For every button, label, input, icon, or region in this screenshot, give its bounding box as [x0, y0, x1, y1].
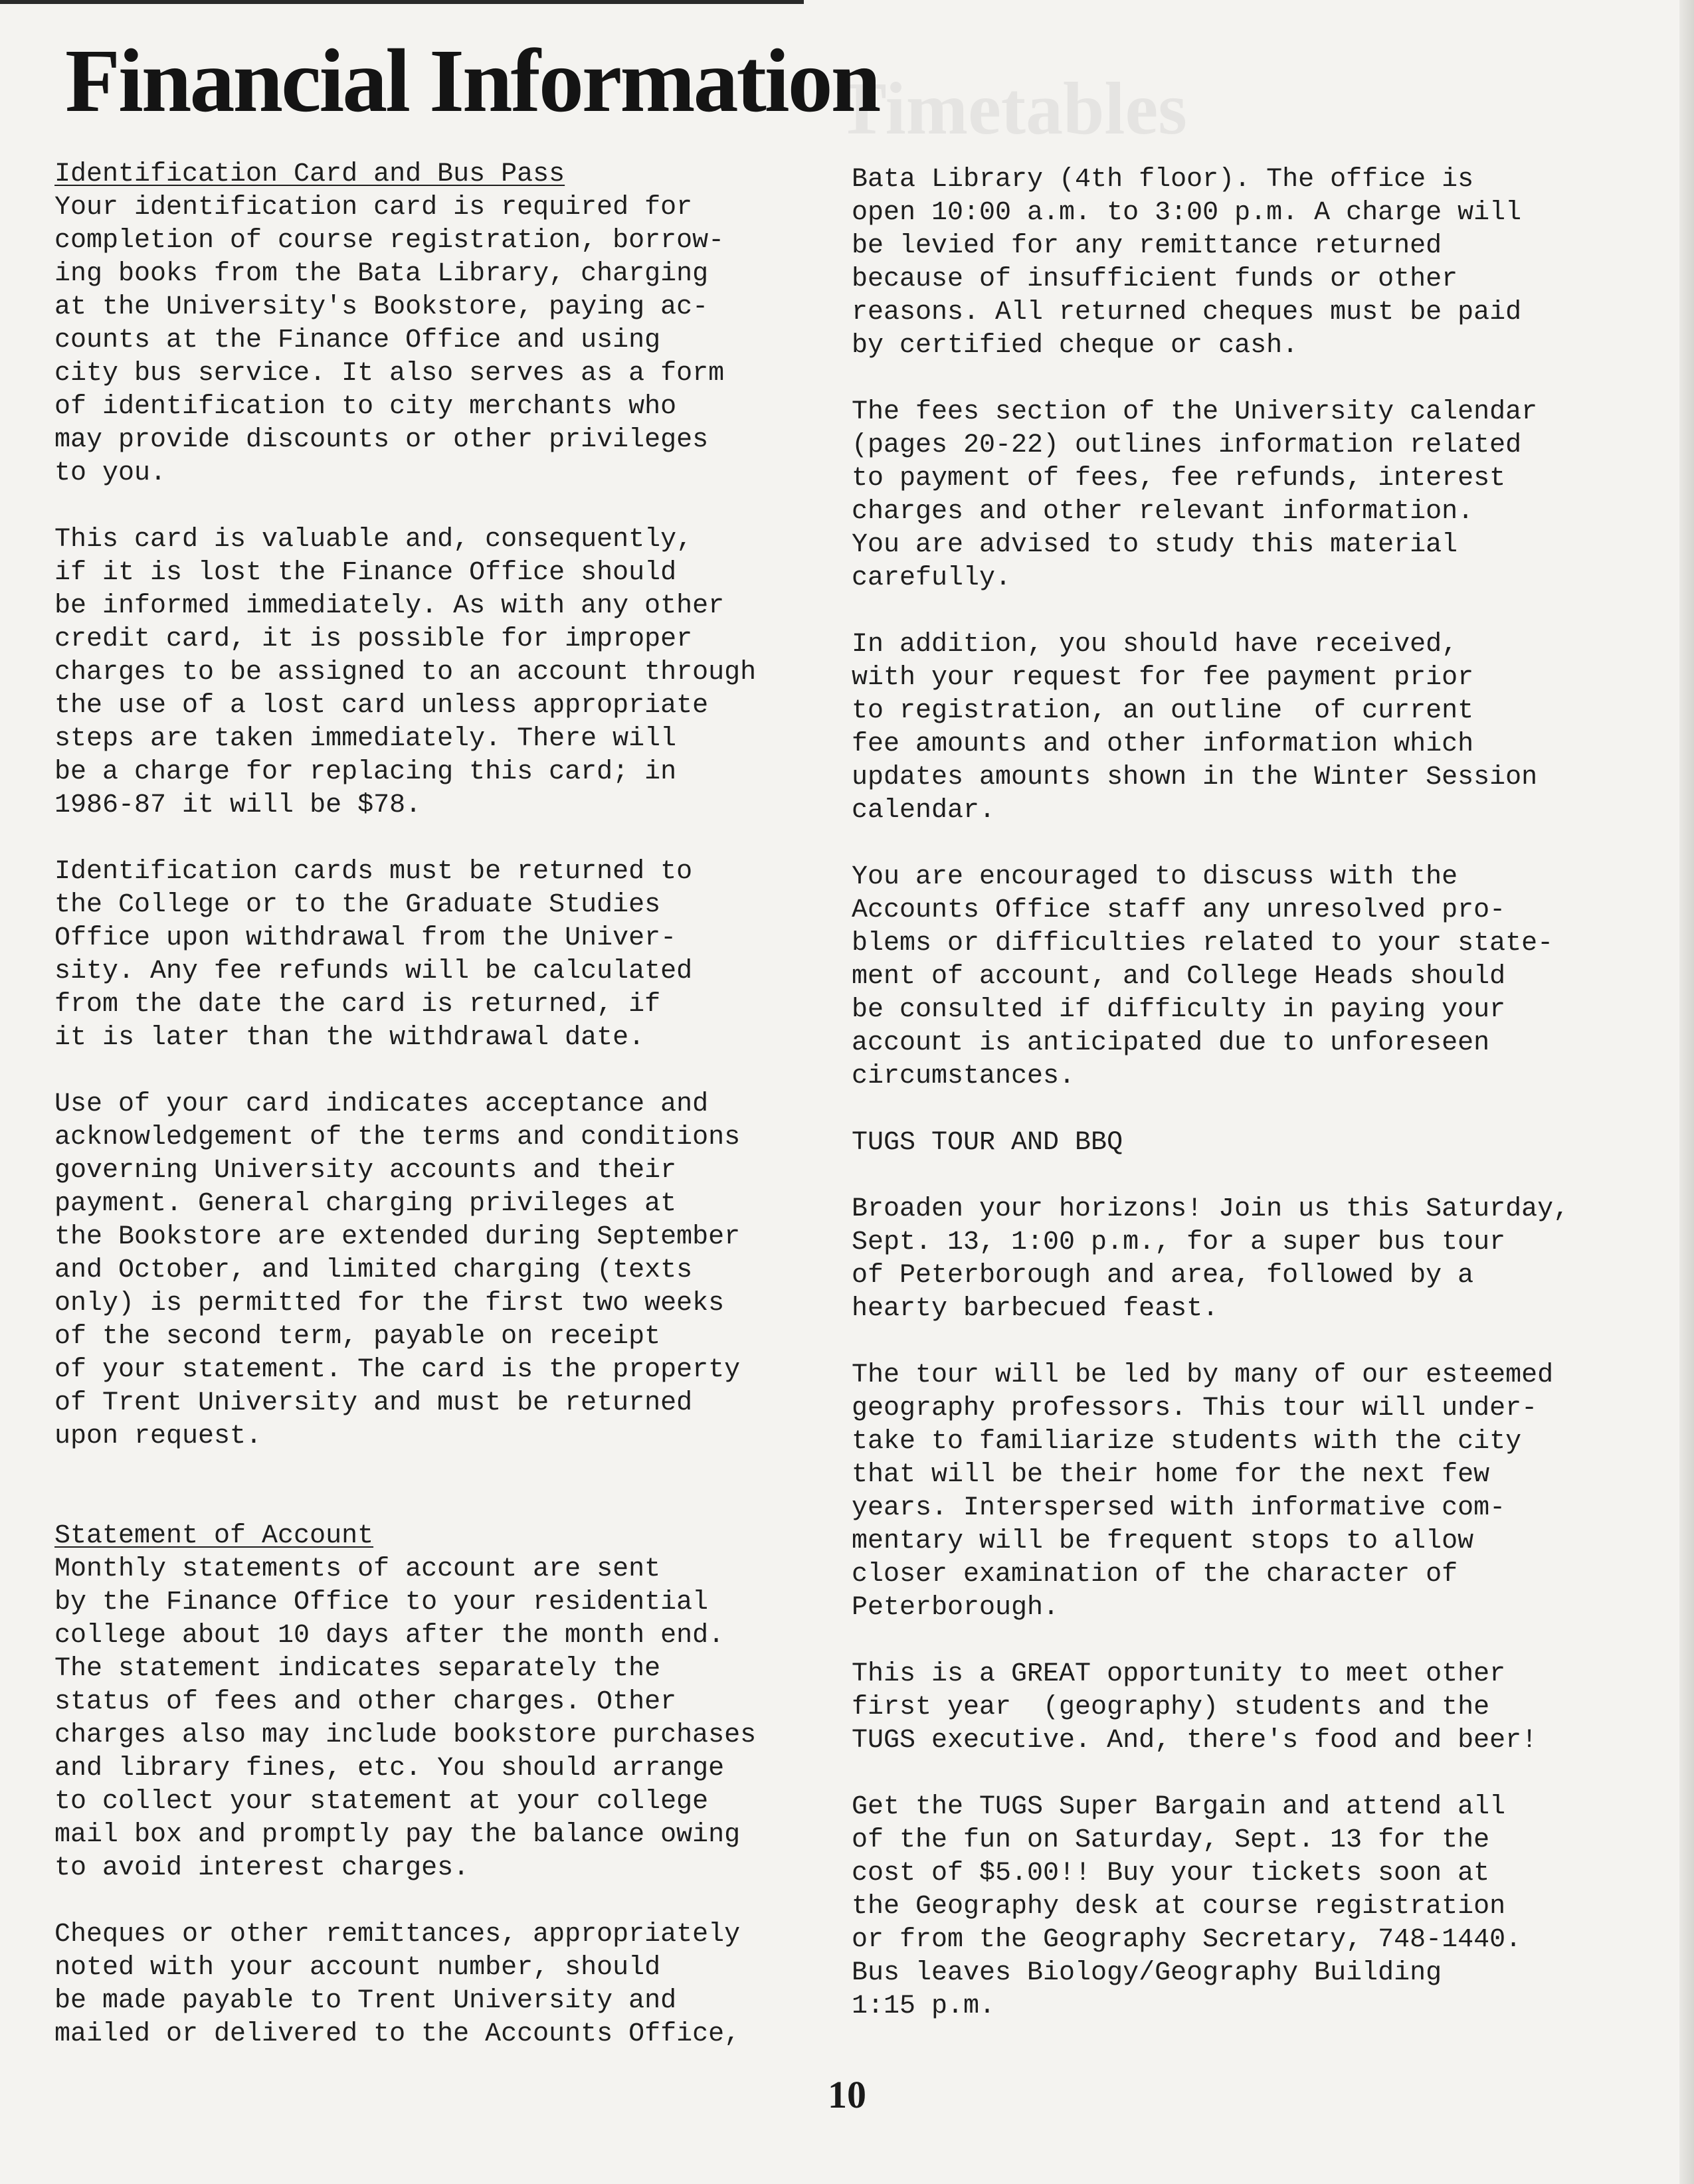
- statement-paragraph-1: Monthly statements of account are sent by the Finance Office to your residential college about 10 days after the month end. The statement indicates separately the status of fees and other charges. Other charges also may include bookstore purchases and library fines, etc. You should arrange to collect your statement at your college mail box and promptly pay the balance owing to avoid interest charges.: [54, 1554, 757, 1883]
- accounts-paragraph-4: You are encouraged to discuss with the Accounts Office staff any unresolved pro- blems or difficulties related to your state- ment of account, and College Heads should be consulted if difficulty in paying your account is anticipated due to unforeseen circumstances.: [852, 862, 1554, 1091]
- accounts-paragraph-1: Bata Library (4th floor). The office is open 10:00 a.m. to 3:00 p.m. A charge will be levied for any remittance returned because of insufficient funds or other reasons. All returned cheques must be paid by certified cheque or cash.: [852, 165, 1522, 361]
- statement-paragraph-2: Cheques or other remittances, appropriately noted with your account number, should be made payable to Trent University and mailed or delivered to the Accounts Office,: [54, 1920, 741, 2049]
- tugs-section: [852, 1127, 1636, 2023]
- page-title: Financial Information: [65, 31, 880, 131]
- id-card-paragraph-3: Identification cards must be returned to the College or to the Graduate Studies Office upon withdrawal from the Univer- sity. Any fee refunds will be calculated from the date the card is returned, if it is later than the withdrawal date.: [54, 857, 693, 1053]
- statement-heading: Statement of Account: [54, 1521, 374, 1551]
- bleed-through-text: Timetables: [837, 68, 1187, 150]
- page-number: 10: [828, 2073, 866, 2116]
- id-card-heading: Identification Card and Bus Pass: [54, 159, 565, 189]
- accounts-paragraph-2: The fees section of the University calendar (pages 20-22) outlines information related to payment of fees, fee refunds, interest charges and other relevant information. You are advised to study this material carefully.: [852, 397, 1538, 593]
- id-card-paragraph-1: Your identification card is required for completion of course registration, borrow- ing books from the Bata Library, charging at the University's Bookstore, paying ac- counts at the Finance Office and using city bus service. It also serves as a form of identification to city merchants who may provide discounts or other privileges to you.: [54, 193, 725, 488]
- id-card-paragraph-2: This card is valuable and, consequently, if it is lost the Finance Office should be informed immediately. As with any other credit card, it is possible for improper charges to be assigned to an account through the use of a lost card unless appropriate steps are taken immediately. There will be a charge for replacing this card; in 1986-87 it will be $78.: [54, 525, 757, 820]
- left-column: [54, 158, 812, 2051]
- tugs-heading: TUGS TOUR AND BBQ: [852, 1128, 1123, 1158]
- statement-section: [54, 1520, 812, 2051]
- id-card-paragraph-4: Use of your card indicates acceptance and acknowledgement of the terms and conditions governing University accounts and their payment. General charging privileges at the Bookstore are extended during September and October, and limited charging (texts only) is permitted for the first two weeks of the second term, payable on receipt of your statement. The card is the property of Trent University and must be returned upon request.: [54, 1089, 741, 1451]
- accounts-paragraph-3: In addition, you should have received, with your request for fee payment prior to registration, an outline of current fee amounts and other information which updates amounts shown in the Winter Session calendar.: [852, 630, 1538, 826]
- section-gap: [54, 1487, 812, 1520]
- id-card-section: [54, 158, 812, 1453]
- right-column: [852, 163, 1636, 2023]
- tugs-paragraph-4: Get the TUGS Super Bargain and attend all of the fun on Saturday, Sept. 13 for the cost of $5.00!! Buy your tickets soon at the Geography desk at course registration or from the Geography Secretary, 748-1440. Bus leaves Biology/Geography Building 1:15 p.m.: [852, 1792, 1522, 2021]
- page-edge-shadow: [1679, 0, 1694, 2184]
- top-rule: [0, 0, 804, 4]
- tugs-paragraph-1: Broaden your horizons! Join us this Saturday, Sept. 13, 1:00 p.m., for a super bus tour of Peterborough and area, followed by a hearty barbecued feast.: [852, 1194, 1570, 1324]
- tugs-paragraph-3: This is a GREAT opportunity to meet other first year (geography) students and the TUGS executive. And, there's food and beer!: [852, 1659, 1538, 1756]
- tugs-paragraph-2: The tour will be led by many of our esteemed geography professors. This tour will under- take to familiarize students with the city that will be their home for the next few years. Interspersed with informative com- mentary will be frequent stops to allow closer examination of the character of Peterborough.: [852, 1360, 1554, 1623]
